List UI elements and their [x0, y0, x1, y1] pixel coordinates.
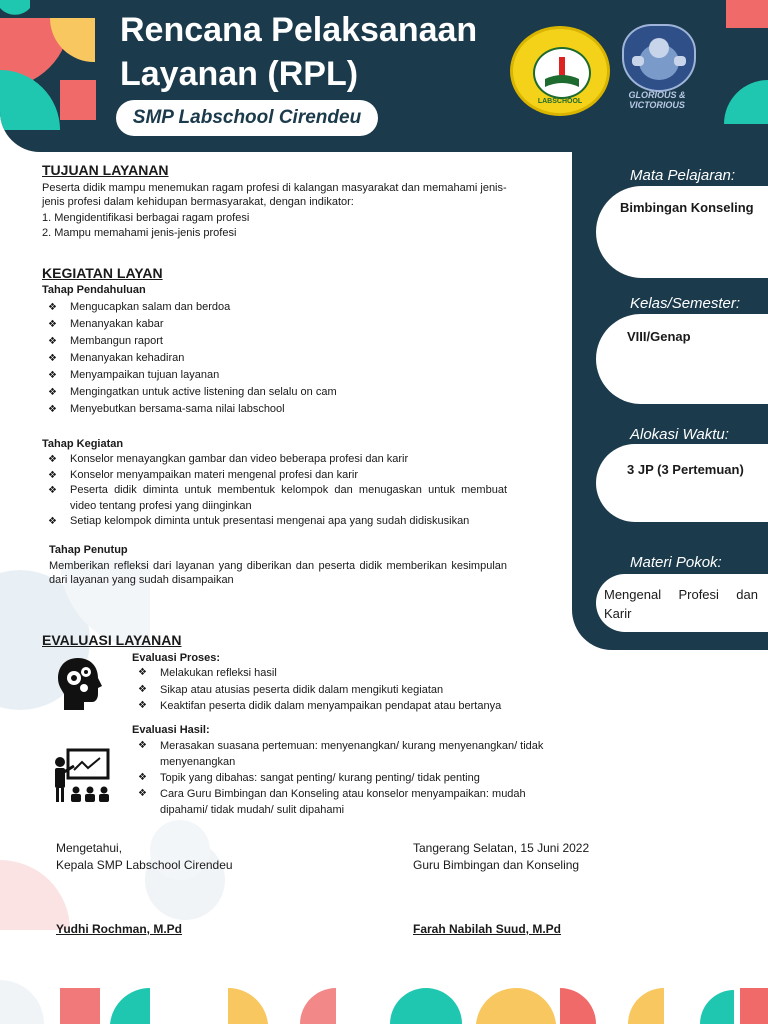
diamond-bullet-icon: ❖	[138, 788, 147, 799]
value-alokasi-waktu: 3 JP (3 Pertemuan)	[627, 462, 744, 477]
list-item-text: Konselor menyampaikan materi mengenal profesi dan karir	[70, 468, 358, 481]
evaluasi-proses-list	[132, 665, 552, 715]
header-banner	[0, 0, 768, 152]
list-item-text: Topik yang dibahas: sangat penting/ kurang penting/ tidak penting	[160, 772, 480, 784]
value-materi-pokok: Mengenal Profesi dan Karir	[604, 587, 758, 621]
value-kelas-semester: VIII/Genap	[627, 329, 691, 344]
list-item	[42, 468, 507, 484]
logo2-text-line-1: GLORIOUS &	[628, 90, 686, 100]
signature-right-line-1: Tangerang Selatan, 15 Juni 2022	[413, 841, 590, 855]
kegiatan-list	[42, 452, 507, 530]
card-alokasi-waktu	[596, 444, 768, 522]
signature-left-line-1: Mengetahui,	[56, 841, 123, 855]
list-item-text: Sikap atau atusias peserta didik dalam mengikuti kegiatan	[160, 683, 444, 696]
diamond-bullet-icon: ❖	[48, 319, 57, 330]
signature-right-line-2: Guru Bimbingan dan Konseling	[413, 858, 580, 872]
heading-tujuan-layanan: TUJUAN LAYANAN	[42, 162, 169, 178]
evaluasi-proses-title: Evaluasi Proses:	[132, 652, 221, 664]
header-corner-decoration	[700, 0, 768, 152]
pendahuluan-list	[42, 299, 512, 418]
diamond-bullet-icon: ❖	[48, 469, 57, 481]
tujuan-description: Peserta didik mampu menemukan ragam profesi di kalangan masyarakat dan memahami jenis-jenis profesi dalam kehidupan bermasyarakat, dengan indikator:	[42, 182, 507, 208]
card-kelas-semester	[596, 314, 768, 404]
list-item-text: Mengingatkan untuk active listening dan selalu on cam	[70, 386, 337, 398]
tahap-kegiatan-title: Tahap Kegiatan	[42, 438, 124, 450]
list-item	[42, 514, 507, 530]
head-gears-icon	[56, 656, 104, 712]
diamond-bullet-icon: ❖	[138, 772, 147, 783]
label-materi-pokok: Materi Pokok:	[630, 554, 722, 571]
diamond-bullet-icon: ❖	[48, 485, 57, 496]
evaluasi-hasil-title: Evaluasi Hasil:	[132, 724, 210, 736]
list-item-text: Mengucapkan salam dan berdoa	[70, 301, 231, 313]
list-item-text: Membangun raport	[70, 335, 163, 347]
header-decoration	[0, 0, 120, 152]
label-kelas-semester: Kelas/Semester:	[630, 295, 741, 312]
book-torch-icon	[533, 47, 591, 99]
logo2-text-line-2: VICTORIOUS	[629, 100, 685, 110]
diamond-bullet-icon: ❖	[138, 667, 147, 678]
list-item	[42, 483, 507, 514]
list-item-text: Keaktifan peserta didik dalam menyampaikan pendapat atau bertanya	[160, 700, 502, 712]
list-item	[42, 384, 512, 401]
signature-left-name: Yudhi Rochman, M.Pd	[56, 922, 183, 936]
list-item	[42, 333, 512, 350]
list-item	[132, 682, 552, 699]
teacher-board-icon	[52, 748, 112, 804]
title-line-1: Rencana Pelaksanaan	[120, 11, 478, 49]
penutup-text: Memberikan refleksi dari layanan yang diberikan dan peserta didik memberikan kesimpulan dari layanan yang sudah disampaikan	[49, 560, 507, 586]
list-item	[132, 738, 562, 770]
diamond-bullet-icon: ❖	[48, 387, 57, 398]
list-item-text: Menanyakan kehadiran	[70, 352, 185, 364]
tujuan-indicator-1: 1. Mengidentifikasi berbagai ragam profesi	[42, 212, 250, 224]
list-item	[42, 316, 512, 333]
tujuan-indicator-2: 2. Mampu memahami jenis-jenis profesi	[42, 227, 237, 239]
list-item-text: Peserta didik diminta untuk membentuk kelompok dan menugaskan untuk membuat video tentang profesi yang diinginkan	[70, 484, 507, 512]
mascot-shield-icon	[622, 24, 696, 92]
diamond-bullet-icon: ❖	[48, 302, 57, 313]
list-item	[42, 367, 512, 384]
label-mata-pelajaran: Mata Pelajaran:	[630, 167, 736, 184]
signature-right-name: Farah Nabilah Suud, M.Pd	[413, 922, 562, 936]
signature-right	[413, 840, 589, 874]
list-item	[42, 350, 512, 367]
list-item	[132, 665, 552, 682]
heading-kegiatan-layan: KEGIATAN LAYAN	[42, 265, 163, 281]
signature-left	[56, 840, 233, 874]
list-item	[42, 401, 512, 418]
list-item-text: Menyampaikan tujuan layanan	[70, 369, 220, 381]
page-title	[120, 8, 477, 96]
list-item	[42, 452, 507, 468]
diamond-bullet-icon: ❖	[138, 683, 147, 695]
label-alokasi-waktu: Alokasi Waktu:	[630, 426, 729, 443]
glorious-victorious-logo	[616, 24, 698, 110]
evaluasi-hasil-list	[132, 738, 562, 818]
list-item-text: Setiap kelompok diminta untuk presentasi mengenai apa yang sudah didiskusikan	[70, 515, 470, 527]
list-item-text: Menyebutkan bersama-sama nilai labschool	[70, 403, 285, 415]
list-item-text: Menanyakan kabar	[70, 318, 164, 330]
list-item-text: Melakukan refleksi hasil	[160, 667, 277, 679]
list-item-text: Konselor menayangkan gambar dan video beberapa profesi dan karir	[70, 453, 409, 465]
logo1-text: LABSCHOOL	[537, 98, 583, 105]
school-name-pill: SMP Labschool Cirendeu	[116, 100, 378, 136]
tahap-pendahuluan-title: Tahap Pendahuluan	[42, 284, 146, 296]
diamond-bullet-icon: ❖	[48, 336, 57, 347]
title-line-2: Layanan (RPL)	[120, 55, 359, 93]
diamond-bullet-icon: ❖	[48, 404, 57, 415]
heading-evaluasi-layanan: EVALUASI LAYANAN	[42, 632, 182, 648]
signature-left-line-2: Kepala SMP Labschool Cirendeu	[56, 858, 233, 872]
list-item-text: Cara Guru Bimbingan dan Konseling atau konselor menyampaikan: mudah dipahami/ tidak mudah/ sulit dipahami	[160, 788, 526, 816]
list-item	[132, 786, 562, 818]
diamond-bullet-icon: ❖	[138, 700, 147, 711]
value-mata-pelajaran: Bimbingan Konseling	[620, 200, 754, 215]
diamond-bullet-icon: ❖	[48, 353, 57, 364]
diamond-bullet-icon: ❖	[48, 454, 57, 465]
labschool-logo	[510, 26, 610, 116]
list-item	[42, 299, 512, 316]
list-item	[132, 698, 552, 715]
diamond-bullet-icon: ❖	[48, 370, 57, 381]
logo2-text	[616, 90, 698, 110]
diamond-bullet-icon: ❖	[138, 740, 147, 751]
diamond-bullet-icon: ❖	[48, 516, 57, 527]
list-item-text: Merasakan suasana pertemuan: menyenangkan/ kurang menyenangkan/ tidak menyenangkan	[160, 740, 544, 768]
tahap-penutup-title: Tahap Penutup	[49, 544, 128, 556]
list-item	[132, 770, 562, 786]
